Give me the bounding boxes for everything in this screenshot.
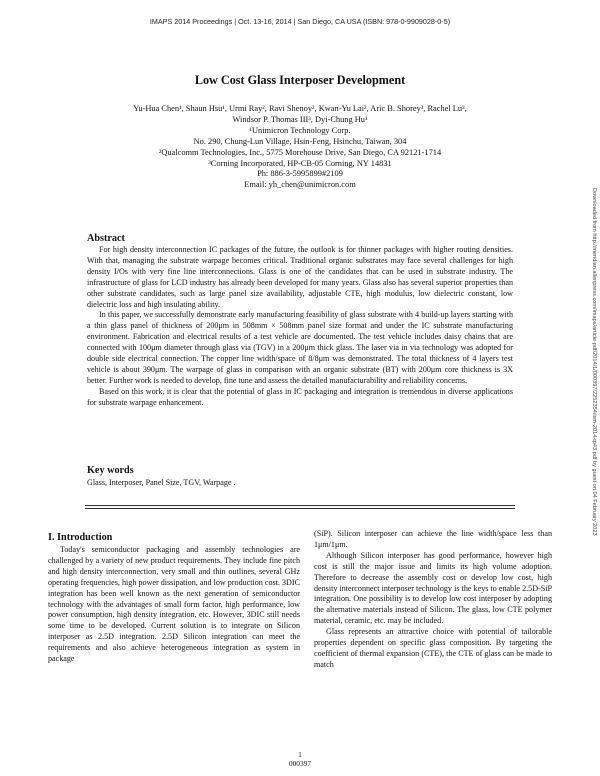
intro-paragraph: Although Silicon interposer has good performance, however high cost is still the major issue and limits its high volume adoption. Therefore to decrease the assembly cost or develop low cost, high density interconnect interposer technology is the keys to enable 2.5D-SiP integration. One possibility is to develop low cost interposer by adopting the alternative materials instead of Silicon. The glass, low CTE polymer material, ceramic, etc. may be included. bbox=[314, 550, 552, 626]
author-list-line1: Yu-Hua Chen¹, Shaun Hsu¹, Urmi Ray², Ravi Shenoy², Kwan-Yu Lai², Aric B. Shorey³, Rachel Lu³, bbox=[133, 104, 467, 113]
abstract-paragraph: In this paper, we successfully demonstrate early manufacturing feasibility of glass substrate with 4 build-up layers starting with a thin glass panel of thickness of 200μm in 508mm × 508mm panel size format and under the IC substrate manufacturing environment. Fabrication and electrical results of a test vehicle are documented. The test vehicle includes daisy chains that are connected with 100μm diameter through glass via (TGV) in a 200μm thick glass. The laser via in via technology was adopted for double side electrical connection. The copper line width/space of 8/8μm was demonstrated. The total thickness of 4 layers test vehicle is about 390μm. The warpage of glass in comparison with an organic substrate (BT) with 200μm core thickness is 3X better. Further work is needed to develop, fine tune and assess the detailed manufacturability and reliability concerns. bbox=[87, 310, 513, 385]
keywords-heading: Key words bbox=[87, 465, 134, 476]
affiliation-1: ¹Unimicron Technology Corp. bbox=[249, 125, 351, 135]
page-number: 1 bbox=[298, 750, 302, 759]
document-number: 000397 bbox=[288, 759, 312, 768]
affiliation-3: ³Corning Incorporated, HP-CB-05 Corning, NY 14831 bbox=[208, 158, 392, 168]
affiliation-1-address: No. 290, Chung-Lun Village, Hsin-Feng, Hsinchu, Taiwan, 304 bbox=[193, 136, 407, 146]
keywords-text: Glass, Interposer, Panel Size, TGV, Warpage . bbox=[87, 478, 236, 487]
abstract-body bbox=[87, 245, 513, 409]
author-block bbox=[80, 104, 520, 191]
intro-right-column bbox=[314, 529, 552, 671]
intro-paragraph: Glass represents an attractive choice with potential of tailorable properties dependent on specific glass composition. By targeting the coefficient of thermal expansion (CTE), the CTE of glass can be made to match bbox=[314, 627, 552, 669]
author-list-line2: Windsor P. Thomas III³, Dyi-Chung Hu¹ bbox=[232, 114, 368, 124]
section-divider bbox=[85, 505, 515, 506]
intro-left-column bbox=[48, 545, 300, 665]
abstract-paragraph: For high density interconnection IC packages of the future, the outlook is for thinner packages with higher routing densities. With that, managing the substrate warpage becomes critical. Traditional organic substrates may face several challenges for high density I/Os with very fine line interconnections. Glass is one of the candidates that can be used in substrate industry. The infrastructure of glass for LCD industry has already been developed for many years. Glass also has several superior properties than other substrate candidates, such as large panel size availability, adjustable CTE, high modulus, low dielectric constant, low dielectric loss and high insulating ability. bbox=[87, 245, 513, 309]
abstract-paragraph: Based on this work, it is clear that the potential of glass in IC packaging and integration is tremendous in diverse applications for substrate warpage enhancement. bbox=[87, 386, 513, 407]
abstract-heading: Abstract bbox=[87, 233, 125, 244]
paper-title: Low Cost Glass Interposer Development bbox=[194, 73, 406, 87]
download-watermark: Downloaded from http://meridian.allenpress.com/imaps/article-pdf/2014/1/000397/2252354/ism-2014-tp43.pdf by guest on 04 February 2023 bbox=[591, 188, 597, 536]
affiliation-2: ²Qualcomm Technologies, Inc., 5775 Morehouse Drive, San Diego, CA 92121-1714 bbox=[158, 147, 442, 157]
section-divider bbox=[85, 508, 515, 509]
intro-paragraph: (SiP). Silicon interposer can achieve the line width/space less than 1μm/1μm. bbox=[314, 529, 552, 549]
contact-phone: Ph: 886-3-5995899#2109 bbox=[257, 169, 343, 179]
introduction-heading: I. Introduction bbox=[48, 532, 113, 543]
contact-email: Email: yh_chen@unimicron.com bbox=[244, 180, 356, 190]
proceedings-header: IMAPS 2014 Proceedings | Oct. 13-16, 2014 | San Diego, CA USA (ISBN: 978-0-9909028-0-5) bbox=[149, 17, 451, 26]
intro-paragraph: Today's semiconductor packaging and assembly technologies are challenged by a variety of new product requirements. They include fine pitch and high density interconnection, very small and thin outlines, several GHz operating frequencies, high power dissipation, and low production cost. 3DIC integration has been well known as the next generation of semiconductor technology with the advantages of small form factor, high performance, low power consumption, high density integration, etc. However, 3DIC still needs some time to be developed. Current solution is to integrate on Silicon interposer as 2.5D integration. 2.5D Silicon integration can meet the requirements and also achieve heterogeneous integration as system in package bbox=[48, 545, 300, 664]
